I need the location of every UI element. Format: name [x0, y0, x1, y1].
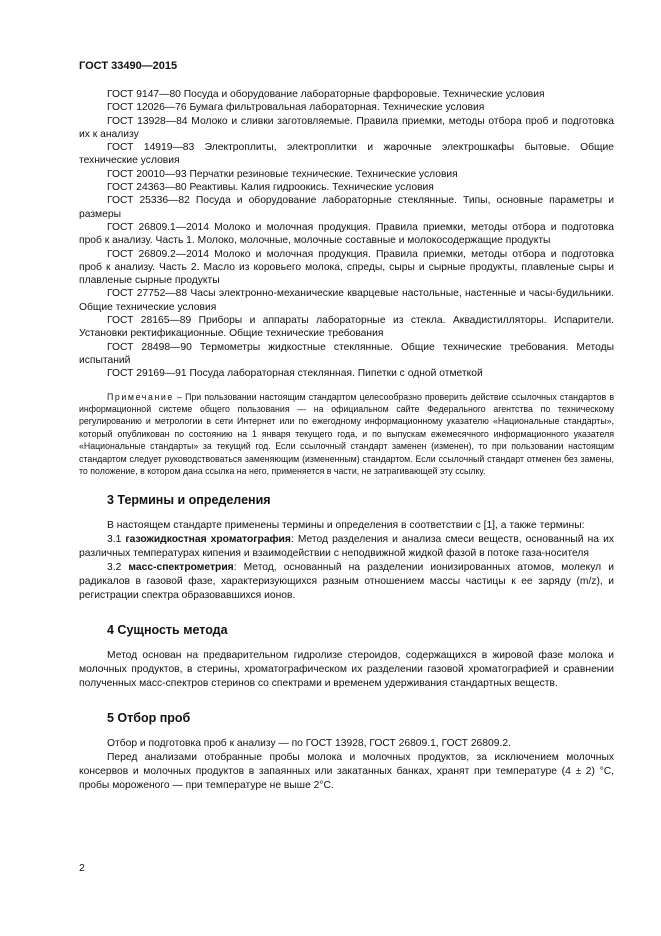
reference-item: ГОСТ 13928—84 Молоко и сливки заготовляемые. Правила приемки, методы отбора проб и подготовка их к анализу: [79, 115, 614, 140]
term-text: : Метод разделения и анализа смеси веществ, основанный на их различных температурах кипения и взаимодействии с неподвижной жидкой фазой в потоке газа-носителя: [79, 534, 614, 560]
term-name: масс-спектрометрия: [128, 562, 234, 574]
reference-item: ГОСТ 14919—83 Электроплиты, электроплитки и жарочные электрошкафы бытовые. Общие технические условия: [79, 142, 614, 167]
term-number: 3.2: [107, 562, 129, 574]
reference-item: ГОСТ 26809.1—2014 Молоко и молочная продукция. Правила приемки, методы отбора и подготовка проб к анализу. Часть 1. Молоко, молочные, молочные составные и молокосодержащие продукты: [79, 221, 614, 247]
page-number: 2: [79, 862, 85, 874]
term-definition: [79, 561, 614, 603]
section-sampling: [79, 711, 614, 793]
section-terms: [79, 493, 614, 603]
section-text: Метод основан на предварительном гидролизе стероидов, содержащихся в жировой фазе молока и молочных продуктов, в стерины, хроматографическом их разделении газовой хроматографией и сравнении полученных масс-спектров стеринов со спектрами и временем удерживания стандартных веществ.: [79, 650, 614, 690]
references-note: [79, 391, 614, 478]
reference-item: ГОСТ 12026—76 Бумага фильтровальная лабораторная. Технические условия: [107, 102, 485, 114]
note-text: – При пользовании настоящим стандартом целесообразно проверить действие ссылочных стандартов в информационной системе общего пользования — на официальном сайте Федерального агентства по техническому регулированию и метрологии в сети Интернет или по ежегодному информационному указателю «Национальные стандарты», который опубликован по состоянию на 1 января текущего года, и по выпускам ежемесячного информационного указателя «Национальные стандарты» за текущий год. Если ссылочный стандарт заменен (изменен), то при пользовании настоящим стандартом следует руководствоваться заменяющим (измененным) стандартом. Если ссылочный стандарт отменен без замены, то положение, в котором дана ссылка на него, применяется в части, не затрагивающей эту ссылку.: [79, 391, 614, 476]
reference-item: ГОСТ 25336—82 Посуда и оборудование лабораторные стеклянные. Типы, основные параметры и размеры: [79, 195, 614, 220]
section-title: 3 Термины и определения: [107, 493, 271, 508]
term-name: газожидкостная хроматография: [125, 534, 291, 546]
reference-item: ГОСТ 24363—80 Реактивы. Калия гидроокись. Технические условия: [107, 182, 434, 194]
section-method-essence: [79, 623, 614, 691]
term-number: 3.1: [107, 534, 126, 546]
term-definition: [79, 533, 614, 561]
section-text: Отбор и подготовка проб к анализу — по ГОСТ 13928, ГОСТ 26809.1, ГОСТ 26809.2.: [107, 738, 511, 750]
reference-item: ГОСТ 29169—91 Посуда лабораторная стеклянная. Пипетки с одной отметкой: [107, 368, 483, 380]
normative-references: [79, 88, 614, 381]
reference-item: ГОСТ 28498—90 Термометры жидкостные стеклянные. Общие технические требования. Методы испытаний: [79, 341, 614, 366]
section-intro: В настоящем стандарте применены термины и определения в соответствии с [1], а также термины:: [107, 520, 585, 532]
section-title: 4 Сущность метода: [107, 623, 228, 638]
reference-item: ГОСТ 27752—88 Часы электронно-механические кварцевые настольные, настенные и часы-будильники. Общие технические условия: [79, 288, 614, 313]
page-body: [79, 88, 614, 793]
note-label: Примечание: [107, 391, 174, 402]
section-title: 5 Отбор проб: [107, 711, 191, 726]
reference-item: ГОСТ 9147—80 Посуда и оборудование лабораторные фарфоровые. Технические условия: [107, 89, 545, 100]
reference-item: ГОСТ 20010—93 Перчатки резиновые технические. Технические условия: [107, 168, 458, 180]
reference-item: ГОСТ 26809.2—2014 Молоко и молочная продукция. Правила приемки, методы отбора и подготовка проб к анализу. Часть 2. Масло из коровьего молока, спреды, сыры и сырные продукты, плавленые сыры и плавленые сырные продукты: [79, 248, 614, 287]
document-header: ГОСТ 33490—2015: [79, 60, 178, 72]
reference-item: ГОСТ 28165—89 Приборы и аппараты лабораторные из стекла. Аквадистилляторы. Испарители. Установки ректификационные. Общие технические требования: [79, 315, 614, 340]
term-text: : Метод, основанный на разделении ионизированных атомов, молекул и радикалов в газовой фазе, характеризующихся разным отношением массы частицы к ее заряду (m/z), и регистрации спектра образовавшихся ионов.: [79, 562, 614, 602]
section-text: Перед анализами отобранные пробы молока и молочных продуктов, за исключением молочных консервов и молочных продуктов в запаянных или закатанных банках, хранят при температуре (4 ± 2) °С, пробы мороженого — при температуре не выше 2°С.: [79, 752, 614, 792]
